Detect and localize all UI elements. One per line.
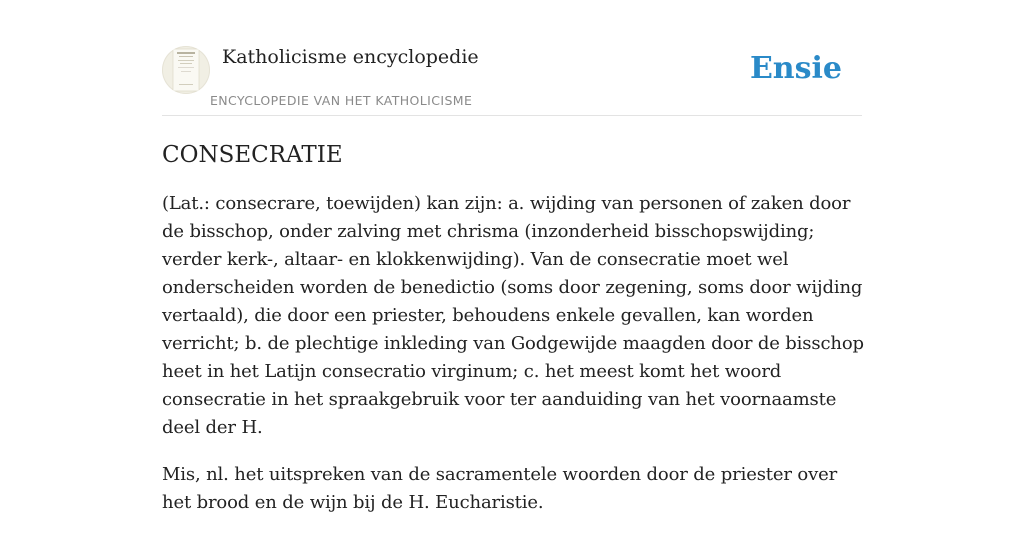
article-paragraph: Mis, nl. het uitspreken van de sacramentele woorden door de priester over het brood en de wijn bij de H. Eucharistie. bbox=[162, 464, 838, 513]
site-header bbox=[162, 40, 862, 116]
site-title[interactable]: Katholicisme encyclopedie bbox=[222, 46, 479, 68]
site-subtitle: ENCYCLOPEDIE VAN HET KATHOLICISME bbox=[210, 93, 473, 108]
header-divider bbox=[162, 115, 862, 116]
article-paragraph: (Lat.: consecrare, toewijden) kan zijn: a. wijding van personen of zaken door de bisschop, onder zalving met chrisma (inzonderheid bisschopswijding; verder kerk-, altaar- en klokkenwijding). Van de consecratie moet wel onderscheiden worden de benedictio (soms door zegening, soms door wijding vertaald), die door een priester, behoudens enkele gevallen, kan worden verricht; b. de plechtige inkleding van Godgewijde maagden door de bisschop heet in het Latijn consecratio virginum; c. het meest komt het woord consecratie in het spraakgebruik voor ter aanduiding van het voornaamste deel der H. bbox=[162, 193, 864, 438]
article-title: CONSECRATIE bbox=[162, 142, 343, 168]
book-cover-icon[interactable] bbox=[162, 46, 210, 94]
article bbox=[162, 140, 864, 536]
ensie-logo-link[interactable]: Ensie bbox=[749, 51, 842, 86]
